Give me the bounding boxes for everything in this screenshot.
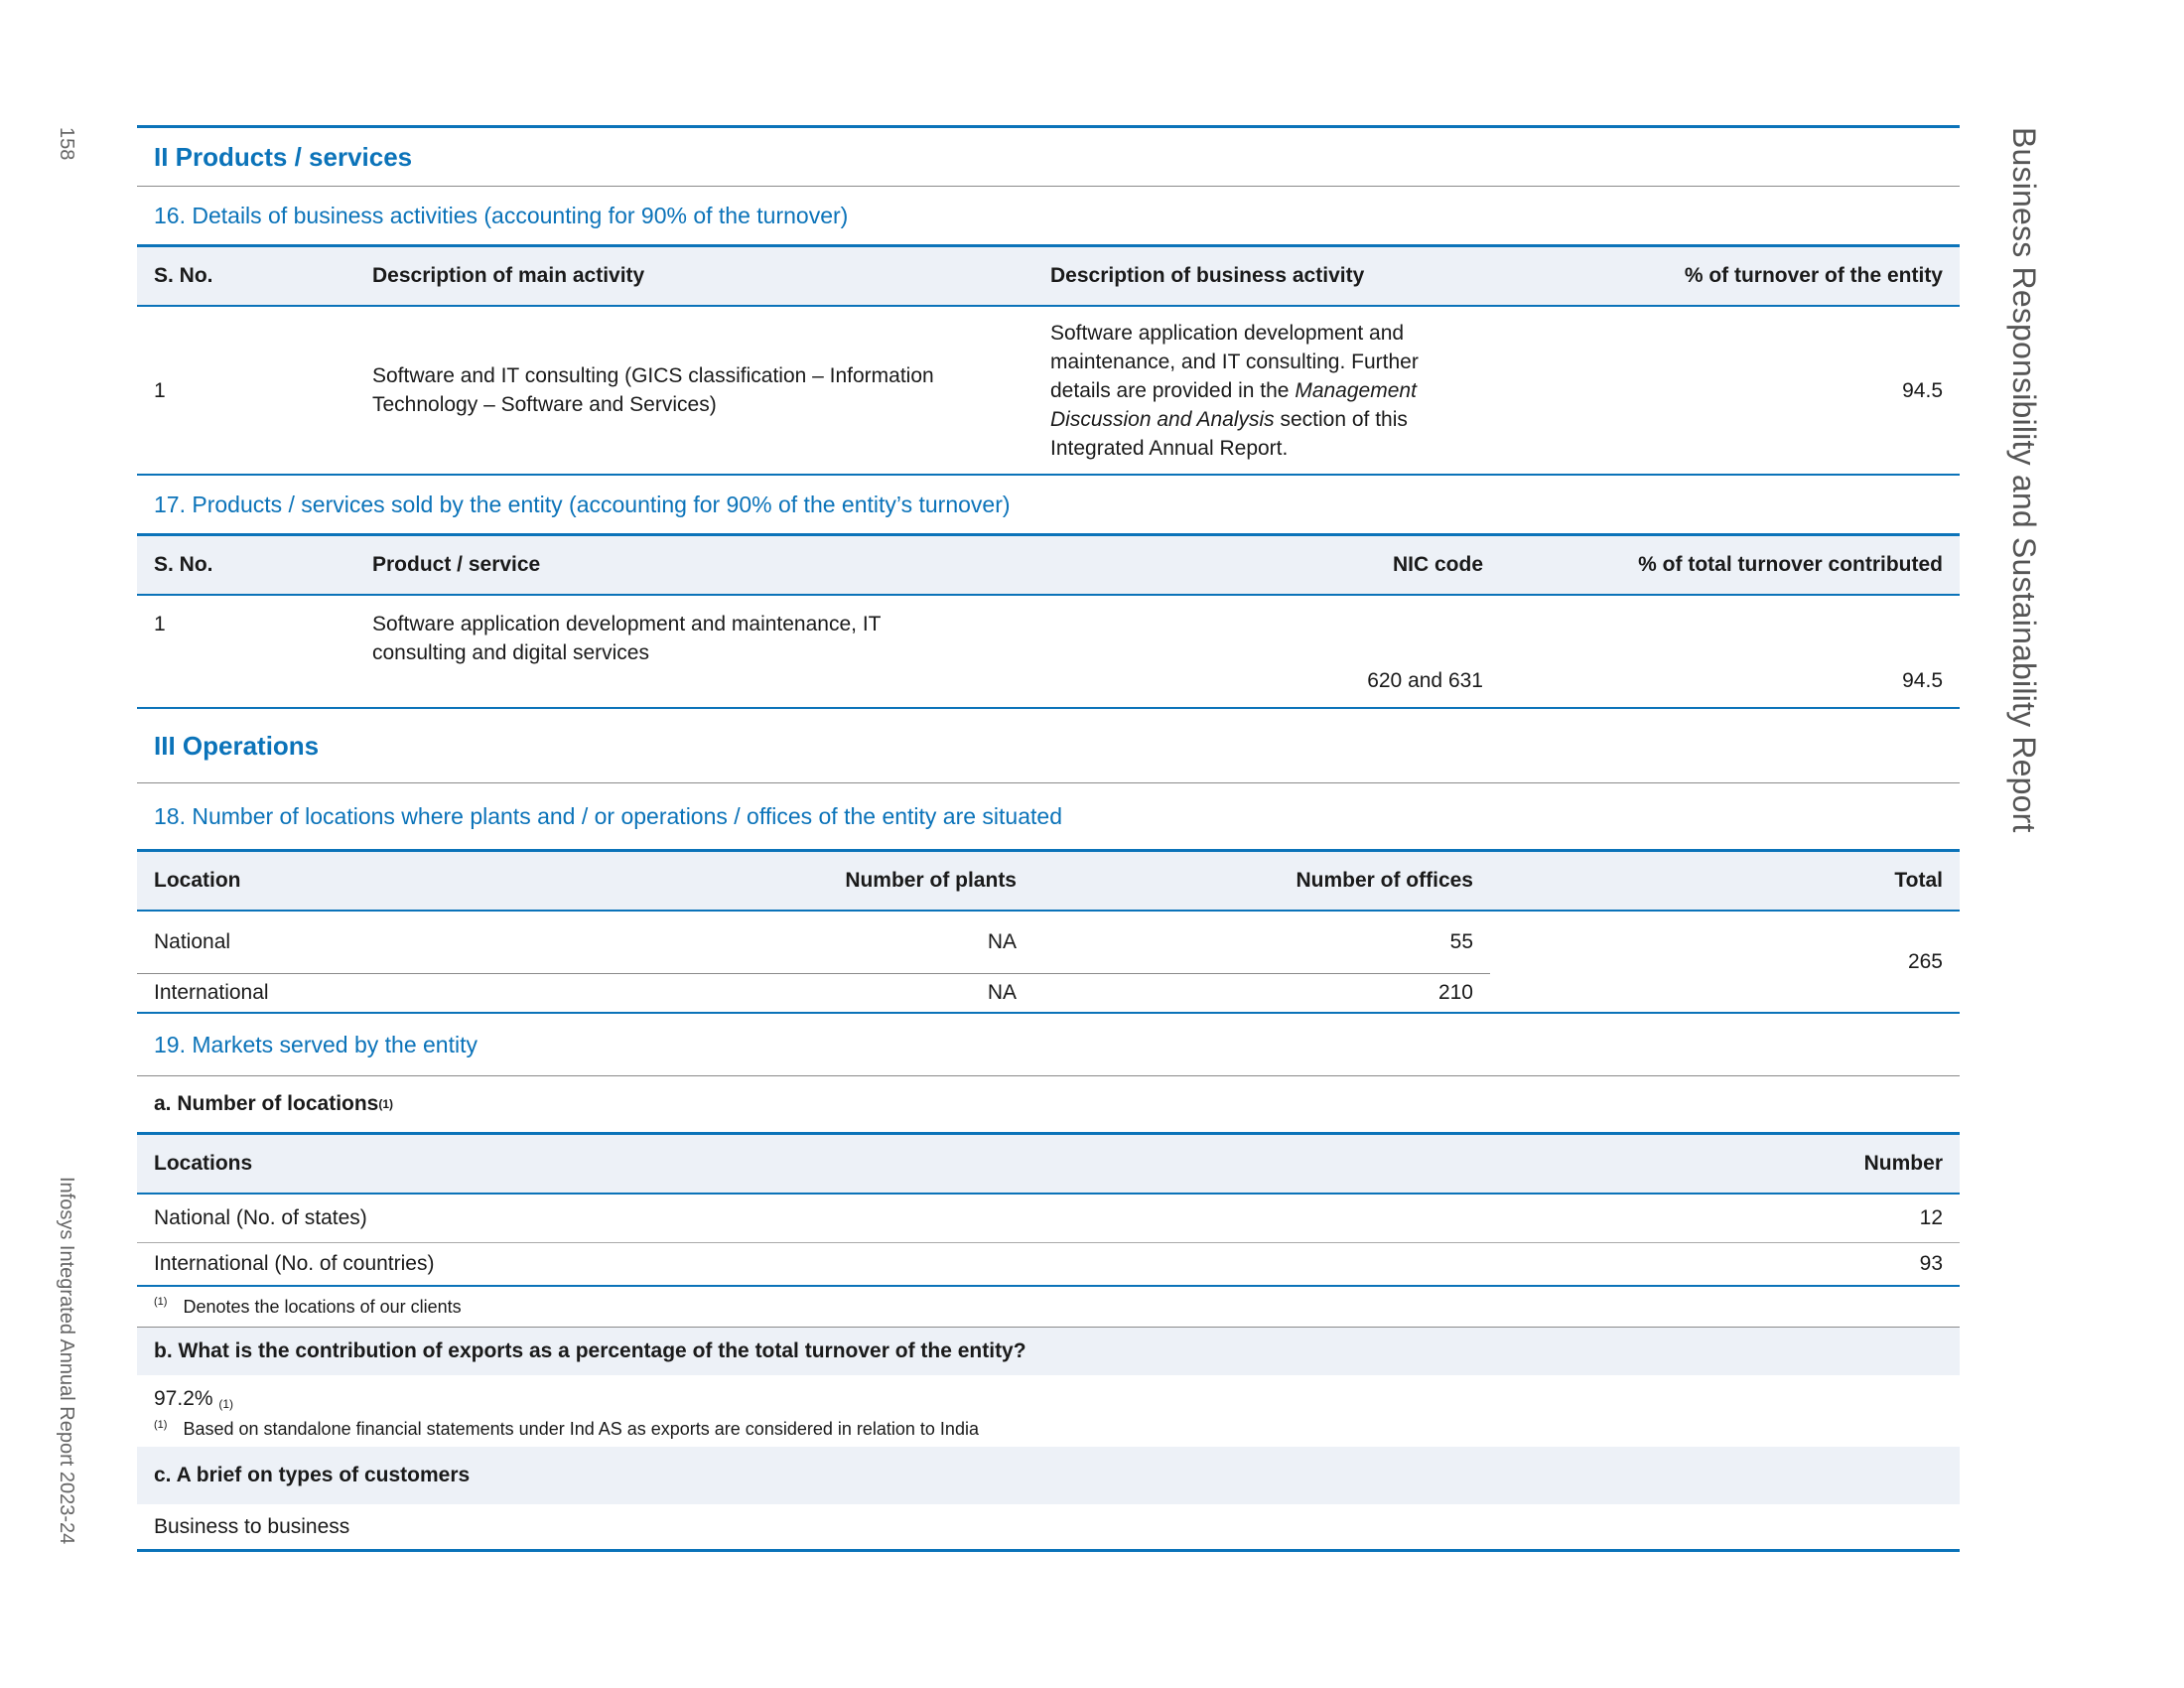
q18-title: 18. Number of locations where plants and / or operations / offices of the entity are situated [154,802,1062,829]
markets-table [137,1132,1960,1287]
q19-title: 19. Markets served by the entity [137,1014,1960,1076]
business-activities-table [137,244,1960,476]
col-main-activity: Description of main activity [355,246,1033,307]
cell-turnover: 94.5 [1500,306,1960,475]
section-title-products: II Products / services [137,125,1960,187]
table-row [137,1243,1960,1287]
cell-location: International [137,974,577,1014]
cell-main-activity: Software and IT consulting (GICS classification – Information Technology – Software and Services) [355,306,1033,475]
report-section-title: Business Responsibility and Sustainability Report [2006,127,2042,833]
cell-business-activity: Software application development and maintenance, and IT consulting. Further details are provided in the Management Discussion and Analysis section of this Integrated Annual Report. [1033,306,1500,475]
col-sno: S. No. [137,246,355,307]
locations-table [137,849,1960,1014]
col-locations: Locations [137,1134,1479,1195]
table-row [137,1194,1960,1243]
products-services-table [137,533,1960,709]
col-total: Total [1490,851,1960,912]
col-location: Location [137,851,577,912]
page-number: 158 [56,127,77,161]
q19b-title: b. What is the contribution of exports as a percentage of the total turnover of the entity? [137,1328,1960,1375]
col-sno: S. No. [137,535,355,596]
section-title-operations: III Operations [137,709,1960,783]
exports-value: 97.2% $_{(1)}$ [154,1387,234,1411]
cell-value: 12 [1479,1194,1960,1243]
col-product: Product / service [355,535,1033,596]
cell-label: National (No. of states) [137,1194,1479,1243]
cell-nic-code: 620 and 631 [1033,595,1500,708]
report-footer: Infosys Integrated Annual Report 2023-24 [56,1177,77,1545]
page-content [137,125,1960,1552]
q19a-title: a. Number of locations (1) [154,1092,394,1115]
cell-product: Software application development and maintenance, IT consulting and digital services [355,595,1033,708]
footnote-exports: (1) Based on standalone financial statements under Ind AS as exports are considered in relation to India [154,1418,979,1439]
cell-offices: 210 [1033,974,1490,1014]
col-number: Number [1479,1134,1960,1195]
table-row [137,911,1960,974]
col-turnover: % of turnover of the entity [1500,246,1960,307]
cell-total: 265 [1490,911,1960,1013]
cell-location: National [137,911,577,974]
customer-types-value: Business to business [137,1504,1960,1552]
cell-turnover: 94.5 [1500,595,1960,708]
table-row [137,595,1960,708]
q19c-title: c. A brief on types of customers [137,1447,1960,1504]
cell-offices: 55 [1033,911,1490,974]
col-offices: Number of offices [1033,851,1490,912]
cell-plants: NA [577,974,1033,1014]
footnote-locations: (1) Denotes the locations of our clients [137,1287,1960,1328]
q17-title: 17. Products / services sold by the entity (accounting for 90% of the entity’s turnover) [154,491,1011,517]
mda-reference: Management Discussion and Analysis [1050,378,1417,431]
col-nic-code: NIC code [1033,535,1500,596]
col-plants: Number of plants [577,851,1033,912]
col-total-turnover: % of total turnover contributed [1500,535,1960,596]
q16-title: 16. Details of business activities (accounting for 90% of the turnover) [154,202,849,228]
table-row [137,306,1960,475]
cell-value: 93 [1479,1243,1960,1287]
cell-plants: NA [577,911,1033,974]
cell-label: International (No. of countries) [137,1243,1479,1287]
cell-sno: 1 [137,306,355,475]
cell-sno: 1 [137,595,355,708]
col-business-activity: Description of business activity [1033,246,1500,307]
